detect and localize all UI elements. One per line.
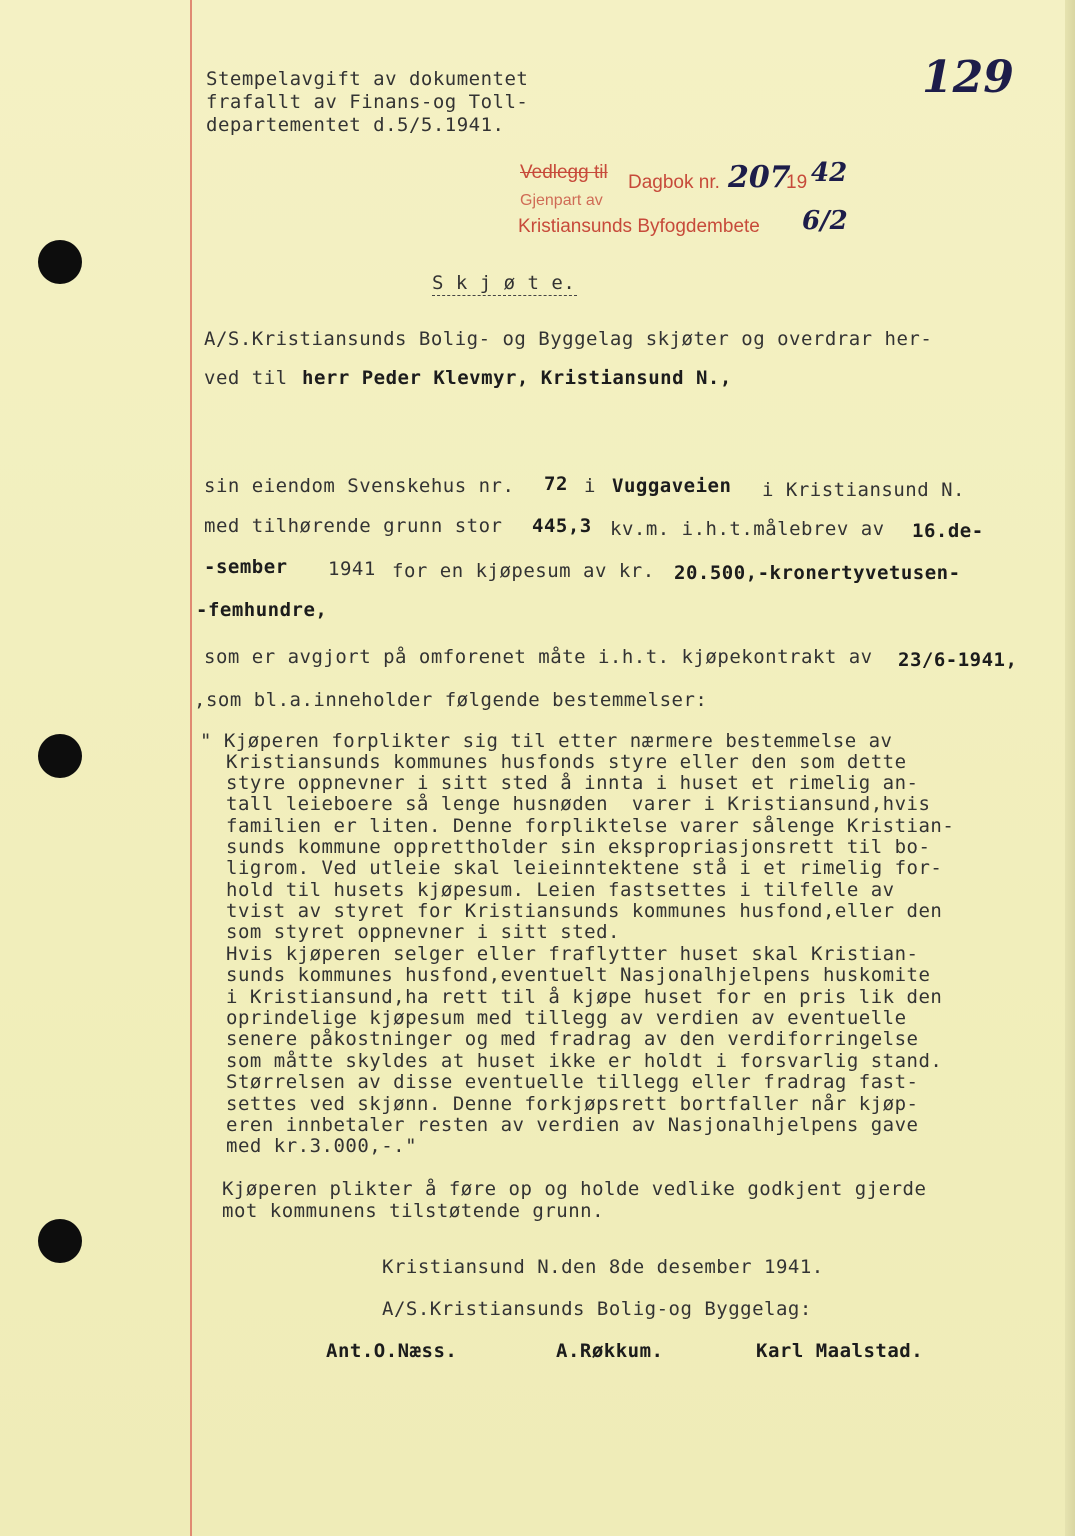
quote-line: styre oppnevner i sitt sted å innta i huset et rimelig an- — [226, 772, 919, 794]
stamp-year-suffix: 42 — [811, 158, 848, 188]
stamp-struck-label: Vedlegg til — [520, 162, 608, 183]
quote-line: i Kristiansund,ha rett til å kjøpe huset for en pris lik den — [226, 986, 943, 1008]
punch-hole — [38, 1219, 82, 1263]
signatory: Ant.O.Næss. — [326, 1340, 458, 1362]
intro-line: ved til — [204, 367, 288, 389]
signatory: Karl Maalstad. — [756, 1340, 924, 1362]
property-text: i Kristiansund N. — [762, 479, 965, 501]
stamp-dagbok-number: 207 — [728, 160, 791, 195]
quote-line: " Kjøperen forplikter sig til etter nærmere bestemmelse av — [200, 730, 893, 752]
stamp-year-prefix: 19 — [786, 172, 808, 193]
quote-line: ligrom. Ved utleie skal leieinntektene stå i et rimelig for- — [226, 857, 943, 879]
plot-area: 445,3 — [532, 515, 592, 537]
property-text: sin eiendom Svenskehus nr. — [204, 475, 515, 497]
quote-line: familien er liten. Denne forpliktelse varer sålenge Kristian- — [226, 815, 955, 837]
agreement-text: ,som bl.a.inneholder følgende bestemmelser: — [194, 689, 708, 711]
quote-line: Kristiansunds kommunes husfonds styre eller den som dette — [226, 751, 907, 773]
company-signature-line: A/S.Kristiansunds Bolig-og Byggelag: — [382, 1298, 812, 1320]
quote-line: settes ved skjønn. Denne forkjøpsrett bortfaller når kjøp- — [226, 1093, 919, 1115]
property-text: i — [584, 475, 596, 497]
quote-line: hold til husets kjøpesum. Leien fastsettes i tilfelle av — [226, 879, 895, 901]
stamp-gjenpart-label: Gjenpart av — [520, 192, 603, 209]
intro-line: A/S.Kristiansunds Bolig- og Byggelag skjøter og overdrar her- — [204, 328, 933, 350]
quote-line: sunds kommunes husfond,eventuelt Nasjonalhjelpens huskomite — [226, 964, 931, 986]
margin-rule — [190, 0, 192, 1536]
purchase-price: 20.500,-kronertyvetusen- — [674, 562, 961, 584]
quote-line: oprindelige kjøpesum med tillegg av verdien av eventuelle — [226, 1007, 907, 1029]
stamp-date: 6/2 — [802, 206, 848, 236]
quote-line: Størrelsen av disse eventuelle tillegg eller fradrag fast- — [226, 1071, 919, 1093]
property-text: for en kjøpesum av kr. — [392, 560, 655, 582]
quote-line: sunds kommune opprettholder sin ekspropriasjonsrett til bo- — [226, 836, 931, 858]
signatory: A.Røkkum. — [556, 1340, 664, 1362]
purchase-price-cont: -femhundre, — [196, 599, 328, 621]
quote-line: tall leieboere så lenge husnøden varer i Kristiansund,hvis — [226, 793, 931, 815]
punch-hole — [38, 734, 82, 778]
stamp-duty-line: departementet d.5/5.1941. — [206, 114, 505, 136]
quote-line: tvist av styret for Kristiansunds kommunes husfond,eller den — [226, 900, 943, 922]
street-name: Vuggaveien — [612, 475, 732, 497]
property-text: kv.m. i.h.t.målebrev av — [610, 518, 885, 540]
quote-line: Hvis kjøperen selger eller fraflytter huset skal Kristian- — [226, 943, 919, 965]
quote-line: senere påkostninger og med fradrag av den verdiforringelse — [226, 1028, 919, 1050]
document-title: S k j ø t e. — [432, 272, 576, 294]
stamp-office: Kristiansunds Byfogdembete — [518, 216, 760, 237]
quote-line: som måtte skyldes at huset ikke er holdt i forsvarlig stand. — [226, 1050, 943, 1072]
property-text: med tilhørende grunn stor — [204, 515, 503, 537]
stamp-duty-line: frafallt av Finans-og Toll- — [206, 91, 529, 113]
quote-line: som styret oppnevner i sitt sted. — [226, 921, 620, 943]
page-edge — [1065, 0, 1075, 1536]
stamp-dagbok-label: Dagbok nr. — [628, 172, 720, 193]
page-number: 129 — [922, 52, 1014, 103]
house-number: 72 — [544, 473, 568, 495]
agreement-text: som er avgjort på omforenet måte i.h.t. kjøpekontrakt av — [204, 646, 873, 668]
survey-year: 1941 — [328, 558, 376, 580]
punch-hole — [38, 240, 82, 284]
place-date: Kristiansund N.den 8de desember 1941. — [382, 1256, 824, 1278]
title-underline — [432, 295, 577, 296]
stamp-duty-line: Stempelavgift av dokumentet — [206, 68, 529, 90]
quote-line: med kr.3.000,-." — [226, 1135, 418, 1157]
contract-date: 23/6-1941, — [898, 649, 1018, 671]
fence-clause: Kjøperen plikter å føre op og holde vedlike godkjent gjerde — [222, 1178, 927, 1200]
quote-line: eren innbetaler resten av verdien av Nasjonalhjelpens gave — [226, 1114, 919, 1136]
survey-date-cont: -sember — [204, 556, 288, 578]
buyer-name: herr Peder Klevmyr, Kristiansund N., — [302, 367, 732, 389]
fence-clause: mot kommunens tilstøtende grunn. — [222, 1200, 605, 1222]
survey-date: 16.de- — [912, 520, 984, 542]
